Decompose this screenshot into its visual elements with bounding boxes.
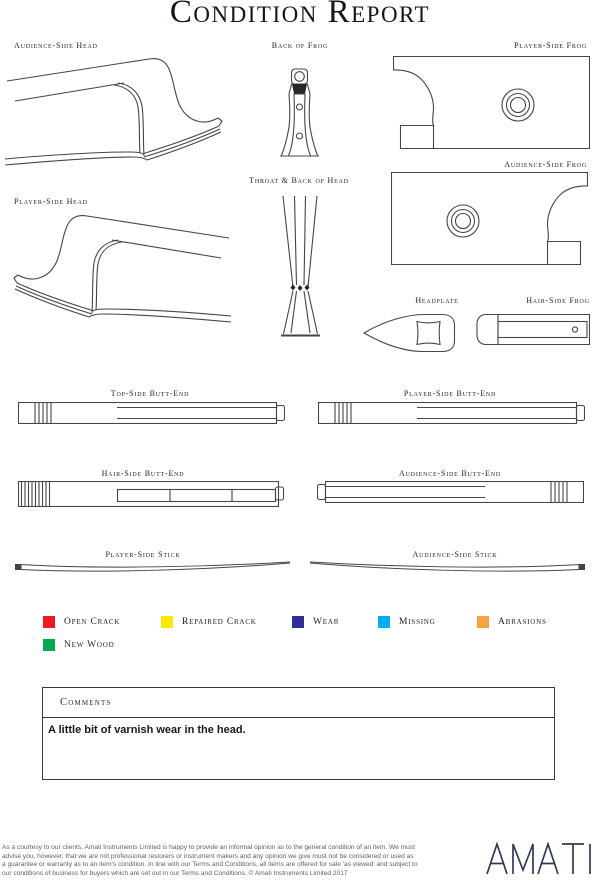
repaired-crack-swatch-icon (161, 616, 173, 628)
legend-label: Repaired Crack (182, 617, 257, 627)
label-hair-side-frog: Hair-Side Frog (526, 296, 590, 305)
disclaimer-line: a guarantee or warranty as to an item's condition. In line with our Terms and Conditions, all items are offered for sale 'as viewed' and subject to (2, 861, 418, 869)
label-back-of-frog: Back of Frog (271, 41, 329, 50)
comments-box (42, 687, 555, 780)
label-player-side-stick: Player-Side Stick (105, 550, 181, 559)
player-side-head-diagram (6, 212, 231, 337)
player-side-stick-diagram (13, 560, 291, 574)
legend-item-abrasions (477, 616, 547, 628)
headplate-diagram (362, 310, 458, 356)
legend-item-wear (292, 616, 339, 628)
disclaimer-line: As a courtesy to our clients, Amati Instruments Limited is happy to provide an informal opinion as to the general condition of an item. We must (2, 844, 415, 851)
legend-label: Open Crack (64, 617, 121, 627)
legend-label: Abrasions (498, 617, 547, 627)
label-audience-side-head: Audience-Side Head (14, 41, 98, 50)
label-audience-side-butt-end: Audience-Side Butt-End (398, 469, 502, 478)
label-audience-side-frog: Audience-Side Frog (504, 160, 587, 169)
label-audience-side-stick: Audience-Side Stick (412, 550, 498, 559)
disclaimer-text (2, 844, 462, 878)
page-title: Condition Report (169, 0, 431, 30)
legend-item-missing (378, 616, 436, 628)
new-wood-swatch-icon (43, 639, 55, 651)
label-hair-side-butt-end: Hair-Side Butt-End (101, 469, 185, 478)
label-player-side-head: Player-Side Head (14, 197, 88, 206)
player-side-butt-end-diagram (318, 402, 585, 424)
open-crack-swatch-icon (43, 616, 55, 628)
player-side-frog-diagram (393, 56, 590, 149)
legend-item-new-wood (43, 639, 114, 651)
label-headplate: Headplate (415, 296, 459, 305)
back-of-frog-diagram (276, 68, 332, 160)
legend-item-open-crack (43, 616, 120, 628)
throat-back-of-head-diagram (270, 190, 330, 340)
legend-label: Missing (399, 617, 436, 627)
label-player-side-butt-end: Player-Side Butt-End (403, 389, 497, 398)
label-player-side-frog: Player-Side Frog (514, 41, 587, 50)
legend-label: Wear (313, 617, 340, 627)
disclaimer-line: our conditions of business for buyers which are set out in our Terms and Conditions. © Amati Instruments Limited 2017 (2, 869, 348, 877)
comments-text: A little bit of varnish wear in the head. (48, 724, 246, 736)
audience-side-head-diagram (5, 55, 230, 180)
label-top-side-butt-end: Top-Side Butt-End (110, 389, 190, 398)
comments-header: Comments (43, 688, 554, 718)
disclaimer-line: advise you, however, that we are not professional restorers or instrument makers and any opinion we give must not be considered or used as (2, 852, 414, 860)
audience-side-frog-diagram (391, 172, 588, 265)
legend-label: New Wood (64, 640, 115, 650)
audience-side-stick-diagram (309, 560, 587, 574)
missing-swatch-icon (378, 616, 390, 628)
legend-item-repaired-crack (161, 616, 257, 628)
amati-logo (486, 842, 596, 876)
hair-side-butt-end-diagram (18, 481, 285, 507)
wear-swatch-icon (292, 616, 304, 628)
abrasions-swatch-icon (477, 616, 489, 628)
label-throat-back-of-head: Throat & Back of Head (249, 176, 349, 185)
top-side-butt-end-diagram (18, 402, 285, 424)
audience-side-butt-end-diagram (317, 481, 584, 503)
hair-side-frog-diagram (476, 314, 590, 345)
